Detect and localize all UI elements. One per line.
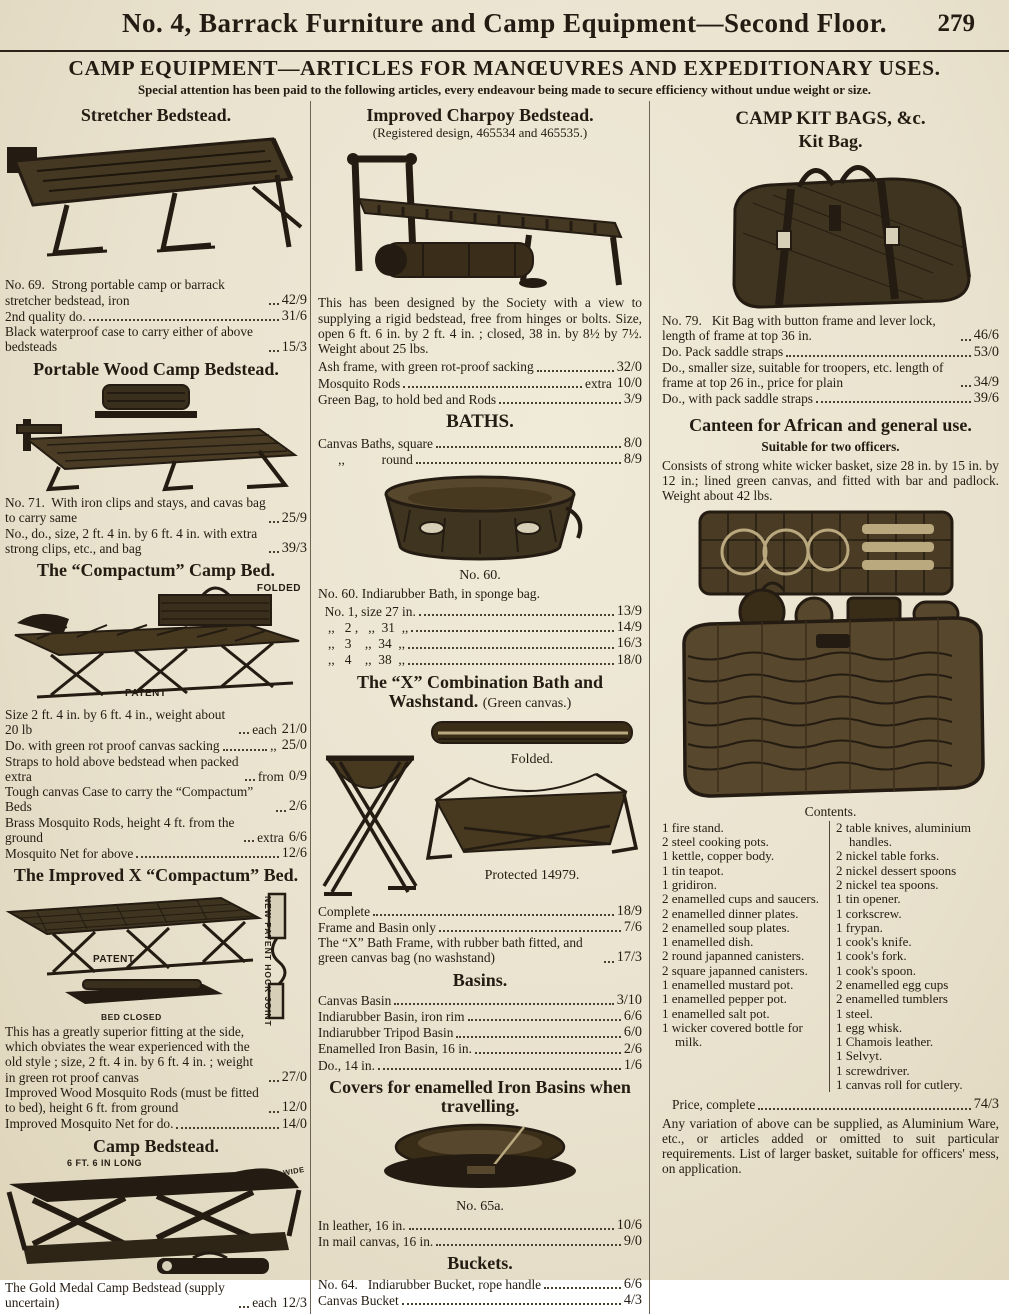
dotted-leader xyxy=(378,1068,621,1070)
item-price: 27/0 xyxy=(281,1068,307,1085)
price-row xyxy=(318,435,642,451)
figure-canteen-basket xyxy=(662,506,999,802)
item-price: 39/3 xyxy=(281,540,307,557)
fig-label-hock-joint: NEW PATENT HOCK JOINT xyxy=(263,895,273,1027)
price-list-x-combination xyxy=(318,903,642,966)
item-label: Do., smaller size, suitable for troopers, etc. length of frame at top 26 in., price for plain xyxy=(662,359,947,390)
contents-list xyxy=(662,821,999,1093)
list-item: 2 enamelled soup plates. xyxy=(662,919,790,935)
item-price: 8/9 xyxy=(623,450,642,467)
list-item: 1 tin opener. xyxy=(836,891,901,907)
price-row xyxy=(672,1096,999,1112)
price-row xyxy=(5,1024,307,1085)
kit-bag-illustration xyxy=(683,153,979,311)
section-title-canteen: Canteen for African and general use. xyxy=(689,415,972,436)
item-label: Price, complete xyxy=(672,1097,756,1113)
price-list-canvas-baths xyxy=(318,435,642,467)
item-price: 17/3 xyxy=(616,949,642,966)
page-columns xyxy=(0,101,1009,1314)
figure-camp-bedstead xyxy=(5,1158,307,1278)
list-item: 1 kettle, copper body. xyxy=(662,848,775,864)
item-label: The “X” Bath Frame, with rubber bath fitted, and green canvas bag (no washstand) xyxy=(318,935,587,966)
folded-bath-illustration xyxy=(428,716,636,750)
page-number: 279 xyxy=(937,10,975,37)
figure-portable-wood-bedstead xyxy=(5,381,307,493)
section-banner: CAMP EQUIPMENT—ARTICLES FOR MANŒUVRES AND EXPEDITIONARY USES. xyxy=(68,56,941,80)
item-label: Do., with pack saddle straps xyxy=(662,391,813,407)
item-label: Improved Wood Mosquito Rods (must be fitted to bed), height 6 ft. from ground xyxy=(5,1084,263,1116)
item-price: 6/0 xyxy=(623,1024,642,1041)
right-column xyxy=(650,101,1009,1314)
item-label: Canvas Basin xyxy=(318,992,392,1008)
price-row xyxy=(318,1008,642,1024)
dotted-leader xyxy=(136,856,278,858)
item-label: Enamelled Iron Basin, 16 in. xyxy=(318,1041,472,1057)
item-price: 74/3 xyxy=(973,1096,999,1113)
price-list-kit-bags xyxy=(662,313,999,407)
dotted-leader xyxy=(269,350,279,352)
fig-label-patent-2: PATENT xyxy=(93,953,135,965)
item-label: Brass Mosquito Rods, height 4 ft. from the ground xyxy=(5,814,238,845)
contents-column-left xyxy=(662,821,830,1093)
section-title-kit-bags: CAMP KIT BAGS, &c. xyxy=(735,108,926,129)
item-label: No. 71. With iron clips and stays, and cavas bag to carry same xyxy=(5,495,270,526)
item-label: Ash frame, with green rot-proof sacking xyxy=(318,359,534,375)
item-label: Do., 14 in. xyxy=(318,1057,375,1073)
price-row xyxy=(5,277,307,308)
item-label: Green Bag, to hold bed and Rods xyxy=(318,391,497,407)
dotted-leader xyxy=(176,1127,278,1129)
price-row xyxy=(662,313,999,344)
figure-charpoy-bedstead xyxy=(318,143,642,293)
item-price: 7/6 xyxy=(623,918,642,935)
dotted-leader xyxy=(373,914,614,916)
item-label: Straps to hold above bedstead when packed extra xyxy=(5,753,242,784)
dotted-leader xyxy=(436,1244,621,1246)
item-suffix: each xyxy=(252,722,277,738)
list-item: 1 fire stand. xyxy=(662,819,724,835)
price-row xyxy=(5,526,307,557)
price-list-buckets xyxy=(318,1276,642,1308)
section-title-stretcher-bedstead: Stretcher Bedstead. xyxy=(80,105,232,125)
price-row xyxy=(5,308,307,324)
section-title-improved-x: The Improved X “Compactum” Bed. xyxy=(13,865,299,886)
price-row xyxy=(318,1233,642,1249)
dotted-leader xyxy=(239,732,249,734)
dotted-leader xyxy=(816,401,971,403)
price-row xyxy=(318,635,642,651)
price-row xyxy=(5,707,307,738)
section-title-camp-bedstead: Camp Bedstead. xyxy=(92,1135,219,1156)
figure-x-combination xyxy=(318,714,642,902)
price-row xyxy=(5,1085,307,1116)
list-item: 2 enamelled cups and saucers. xyxy=(662,891,820,907)
list-item: 1 cook's knife. xyxy=(836,934,912,950)
price-list-stretcher xyxy=(5,277,307,354)
canteen-basket-illustration xyxy=(666,506,996,802)
list-item: 1 gridiron. xyxy=(662,876,717,892)
dotted-leader xyxy=(961,339,971,341)
bath-caption: No. 60. xyxy=(459,568,501,584)
item-price: 3/9 xyxy=(623,390,642,407)
price-row xyxy=(5,324,307,355)
fig-label-folded: FOLDED xyxy=(256,582,301,594)
x-combination-subtitle: (Green canvas.) xyxy=(482,696,572,712)
section-title-x-combination xyxy=(318,673,642,712)
stretcher-bedstead-illustration xyxy=(7,127,305,275)
figure-compactum-bed xyxy=(5,583,307,705)
list-item: 1 steel. xyxy=(836,1005,873,1021)
canteen-subtitle: Suitable for two officers. xyxy=(761,438,900,454)
item-label: Mosquito Net for above xyxy=(5,846,134,862)
item-label: ,, round xyxy=(318,451,413,467)
price-row xyxy=(318,1217,642,1233)
price-list-improved-x xyxy=(5,1024,307,1132)
dotted-leader xyxy=(409,1228,614,1230)
list-item: 1 wicker covered bottle for milk. xyxy=(662,1019,803,1050)
item-price: 12/3 xyxy=(281,1294,307,1311)
dotted-leader xyxy=(269,303,279,305)
item-label: No. 1, size 27 in. xyxy=(318,603,416,619)
section-title-compactum: The “Compactum” Camp Bed. xyxy=(36,560,275,581)
canteen-description: Consists of strong white wicker basket, size 28 in. by 15 in. by 12 in.; lined green canvas, and fitted with bar and padlock. Weight about 42 lbs. xyxy=(662,457,999,504)
portable-wood-bedstead-illustration xyxy=(7,381,305,493)
item-price: 10/0 xyxy=(616,374,642,391)
washstand-illustration xyxy=(318,716,422,900)
item-label: No. 69. Strong portable camp or barrack stretcher bedstead, iron xyxy=(5,277,229,308)
dotted-leader xyxy=(239,1306,249,1308)
price-row xyxy=(5,1116,307,1132)
contents-title: Contents. xyxy=(804,803,857,819)
dotted-leader xyxy=(416,462,621,464)
section-title-covers: Covers for enamelled Iron Basins when travelling. xyxy=(329,1076,631,1117)
price-row xyxy=(318,375,642,391)
dotted-leader xyxy=(439,930,621,932)
fig-label-length: 6 FT. 6 IN LONG xyxy=(67,1158,143,1169)
price-row xyxy=(5,1280,307,1311)
x-combination-title-text: The “X” Combination Bath and Washstand. xyxy=(356,671,604,712)
list-item: 2 steel cooking pots. xyxy=(662,834,769,850)
item-label: ,, 4 ,, 38 ,, xyxy=(318,652,406,668)
charpoy-description: This has been designed by the Society with a view to supplying a rigid bedstead, free from hinges or bolts. Size, open 6 ft. 6 in. by 2 ft. 4 in. ; closed, 38 in. by 8½ by 7½. Weight about 25 lbs. xyxy=(318,295,642,357)
item-label: Indiarubber Tripod Basin xyxy=(318,1025,454,1041)
price-row xyxy=(662,344,999,360)
middle-column xyxy=(310,101,650,1314)
price-row xyxy=(318,451,642,467)
item-label: The Gold Medal Camp Bedstead (supply uncertain) xyxy=(5,1280,229,1311)
item-label: ,, 3 ,, 34 ,, xyxy=(318,636,406,652)
dotted-leader xyxy=(537,370,614,372)
dotted-leader xyxy=(456,1036,620,1038)
item-price: 8/0 xyxy=(623,434,642,451)
figure-indiarubber-bath xyxy=(318,470,642,566)
price-list-camp-bedstead xyxy=(5,1280,307,1311)
item-label: Improved Mosquito Net for do. xyxy=(5,1116,174,1132)
price-row xyxy=(318,1041,642,1057)
price-row xyxy=(318,391,642,407)
item-price: 10/6 xyxy=(616,1216,642,1233)
item-price: 2/6 xyxy=(288,798,307,815)
item-label: Size 2 ft. 4 in. by 6 ft. 4 in., weight about 20 lb xyxy=(5,706,229,738)
list-item: 1 screwdriver. xyxy=(836,1062,910,1078)
price-row xyxy=(318,1276,642,1292)
item-suffix: each xyxy=(252,1295,277,1311)
bath-intro: No. 60. Indiarubber Bath, in sponge bag. xyxy=(318,586,540,602)
dotted-leader xyxy=(758,1108,970,1110)
dotted-leader xyxy=(276,810,286,812)
dotted-leader xyxy=(402,1303,621,1305)
dotted-leader xyxy=(419,614,614,616)
list-item: 1 Chamois leather. xyxy=(836,1034,934,1050)
item-price: 13/9 xyxy=(616,603,642,620)
item-price: 14/0 xyxy=(281,1115,307,1132)
dotted-leader xyxy=(468,1019,621,1021)
price-complete-row xyxy=(662,1096,999,1112)
price-row xyxy=(318,935,642,966)
item-label: ,, 2 , ,, 31 ,, xyxy=(318,620,409,636)
item-suffix: from xyxy=(257,768,284,784)
figure-x-bath xyxy=(422,770,642,866)
price-row xyxy=(5,495,307,526)
price-list-bath-sizes xyxy=(318,603,642,668)
figure-washstand xyxy=(318,716,422,900)
figure-stretcher-bedstead xyxy=(5,127,307,275)
list-item: 2 nickel tea spoons. xyxy=(836,876,939,892)
item-label: Mosquito Rods xyxy=(318,375,401,391)
list-item: 1 cook's spoon. xyxy=(836,962,916,978)
price-row xyxy=(318,992,642,1008)
item-price: 2/6 xyxy=(623,1040,642,1057)
item-label: In leather, 16 in. xyxy=(318,1217,406,1233)
section-title-baths: BATHS. xyxy=(446,411,514,433)
list-item: 2 table knives, aluminium handles. xyxy=(836,819,972,850)
compactum-bed-illustration xyxy=(7,583,305,705)
list-item: 1 tin teapot. xyxy=(662,862,724,878)
item-label: No. 79. Kit Bag with button frame and lever lock, length of frame at top 36 in. xyxy=(662,312,940,344)
fig-label-bed-closed: BED CLOSED xyxy=(101,1011,162,1022)
dotted-leader xyxy=(475,1052,621,1054)
figure-kit-bag xyxy=(662,153,999,311)
list-item: 1 frypan. xyxy=(836,919,883,935)
dotted-leader xyxy=(544,1287,621,1289)
dotted-leader xyxy=(499,402,621,404)
item-label: Frame and Basin only xyxy=(318,919,436,935)
item-price: 3/10 xyxy=(616,992,642,1009)
page-header xyxy=(0,0,1009,48)
item-price: 0/9 xyxy=(288,767,307,784)
charpoy-bedstead-illustration xyxy=(319,143,641,293)
protected-caption: Protected 14979. xyxy=(484,867,580,883)
price-list-basins xyxy=(318,992,642,1073)
price-row xyxy=(318,359,642,375)
figure-basin-cover xyxy=(318,1119,642,1197)
item-price: 18/0 xyxy=(616,651,642,668)
item-price: 21/0 xyxy=(281,721,307,738)
fig-label-width: 2 FT 4 IN WIDE xyxy=(244,1164,306,1185)
price-row xyxy=(5,737,307,753)
price-row xyxy=(318,903,642,919)
kit-bag-subtitle: Kit Bag. xyxy=(798,130,863,151)
price-list-covers xyxy=(318,1217,642,1249)
item-price: 42/9 xyxy=(281,291,307,308)
price-row xyxy=(318,1057,642,1073)
dotted-leader xyxy=(245,779,255,781)
item-label: No., do., size, 2 ft. 4 in. by 6 ft. 4 in. with extra strong clips, etc., and bag xyxy=(5,525,261,557)
price-row xyxy=(662,360,999,391)
item-price: 9/0 xyxy=(623,1233,642,1250)
item-price: 39/6 xyxy=(973,390,999,407)
dotted-leader xyxy=(269,1080,279,1082)
price-row xyxy=(662,390,999,406)
item-price: 16/3 xyxy=(616,635,642,652)
item-price: 6/6 xyxy=(623,1008,642,1025)
item-price: 6/6 xyxy=(288,829,307,845)
list-item: 1 enamelled dish. xyxy=(662,934,754,950)
list-item: 1 enamelled pepper pot. xyxy=(662,991,787,1007)
price-list-compactum xyxy=(5,707,307,862)
list-item: 1 egg whisk. xyxy=(836,1019,903,1035)
dotted-leader xyxy=(786,355,971,357)
item-label: Tough canvas Case to carry the “Compactum” Beds xyxy=(5,784,257,815)
section-title-buckets: Buckets. xyxy=(447,1253,513,1274)
item-price: 4/3 xyxy=(623,1291,642,1308)
dotted-leader xyxy=(244,840,254,842)
item-price: 18/9 xyxy=(616,902,642,919)
item-label: 2nd quality do. xyxy=(5,308,86,324)
folded-caption: Folded. xyxy=(510,751,554,767)
item-price: 53/0 xyxy=(973,343,999,360)
list-item: 2 enamelled egg cups xyxy=(836,977,949,992)
item-price: 46/6 xyxy=(973,327,999,344)
item-label: This has a greatly superior fitting at the side, which obviates the wear experienced with the old style ; size, 2 ft. 4 in. by 6 ft. 4 in. ; weight in green rot proof canvas xyxy=(5,1023,260,1085)
list-item: 2 round japanned canisters. xyxy=(662,948,805,964)
price-row xyxy=(318,652,642,668)
list-item: 2 nickel dessert spoons xyxy=(836,862,957,878)
dotted-leader xyxy=(269,1111,279,1113)
dotted-leader xyxy=(436,446,621,448)
item-label: Canvas Bucket xyxy=(318,1292,399,1308)
dotted-leader xyxy=(961,385,971,387)
item-price: 1/6 xyxy=(623,1056,642,1073)
dotted-leader xyxy=(408,663,614,665)
item-suffix: extra xyxy=(257,829,284,845)
dotted-leader xyxy=(89,319,279,321)
item-price: 32/0 xyxy=(616,358,642,375)
list-item: 2 enamelled tumblers xyxy=(836,991,948,1007)
price-row xyxy=(5,784,307,815)
item-price: 12/6 xyxy=(281,845,307,862)
price-row xyxy=(318,1292,642,1308)
list-item: 1 enamelled mustard pot. xyxy=(662,977,794,992)
item-price: 25/9 xyxy=(281,509,307,526)
dotted-leader xyxy=(269,551,279,553)
list-item: 2 square japanned canisters. xyxy=(662,962,808,978)
variation-note: Any variation of above can be supplied, as Aluminium Ware, etc., or articles added or omitted to suit particular requirements. List of larger basket, suitable for officers' mess, on application. xyxy=(662,1115,999,1177)
section-title-basins: Basins. xyxy=(452,969,508,990)
price-row xyxy=(318,1024,642,1040)
list-item: 1 Selvyt. xyxy=(836,1048,883,1064)
price-row xyxy=(5,815,307,846)
item-price: 14/9 xyxy=(616,619,642,636)
section-title-charpoy: Improved Charpoy Bedstead. xyxy=(366,105,594,125)
price-row xyxy=(5,845,307,861)
indiarubber-bath-illustration xyxy=(370,470,590,566)
dotted-leader xyxy=(408,647,614,649)
x-bath-illustration xyxy=(424,770,640,866)
charpoy-subtitle: (Registered design, 465534 and 465535.) xyxy=(372,125,588,141)
item-label: In mail canvas, 16 in. xyxy=(318,1233,434,1249)
item-label: Canvas Baths, square xyxy=(318,435,433,451)
left-column xyxy=(0,101,310,1314)
price-row xyxy=(5,754,307,785)
price-list-charpoy xyxy=(318,359,642,408)
item-price: 34/9 xyxy=(973,374,999,391)
list-item: 2 enamelled dinner plates. xyxy=(662,905,799,921)
section-title-portable-wood: Portable Wood Camp Bedstead. xyxy=(33,358,279,379)
dotted-leader xyxy=(604,961,614,963)
item-label: Complete xyxy=(318,903,371,919)
price-row xyxy=(318,619,642,635)
dotted-leader xyxy=(411,630,613,632)
improved-x-bed-illustration xyxy=(7,888,305,1022)
item-label: Do. Pack saddle straps xyxy=(662,344,784,360)
dotted-leader xyxy=(394,1003,613,1005)
price-list-portable-wood xyxy=(5,495,307,556)
list-item: 1 enamelled salt pot. xyxy=(662,1005,770,1021)
item-price: 15/3 xyxy=(281,338,307,355)
dotted-leader xyxy=(403,386,582,388)
fig-label-patent: PATENT xyxy=(125,687,167,699)
page-title: No. 4, Barrack Furniture and Camp Equipment—Second Floor. xyxy=(121,8,888,38)
list-item: 1 cook's fork. xyxy=(836,948,907,964)
item-label: Do. with green rot proof canvas sacking xyxy=(5,738,220,754)
item-label: Indiarubber Basin, iron rim xyxy=(318,1009,465,1025)
dotted-leader xyxy=(269,521,279,523)
price-row xyxy=(318,919,642,935)
intro-note: Special attention has been paid to the following articles, every endeavour being made to secure efficiency without undue weight or size. xyxy=(138,83,871,97)
basin-cover-illustration xyxy=(374,1119,586,1197)
list-item: 2 nickel table forks. xyxy=(836,848,940,864)
figure-folded-bath xyxy=(422,716,642,750)
cover-caption: No. 65a. xyxy=(456,1198,504,1214)
item-label: Black waterproof case to carry either of above bedsteads xyxy=(5,324,257,355)
figure-improved-x-bed xyxy=(5,888,307,1027)
figure-bath-stack xyxy=(422,714,642,886)
item-label: No. 64. Indiarubber Bucket, rope handle xyxy=(318,1276,542,1292)
item-price: 31/6 xyxy=(281,308,307,324)
list-item: 1 canvas roll for cutlery. xyxy=(836,1077,963,1093)
item-price: 25/0 xyxy=(281,737,307,754)
item-price: 12/0 xyxy=(281,1099,307,1116)
contents-column-right xyxy=(830,821,999,1093)
item-price: 6/6 xyxy=(623,1275,642,1292)
item-suffix: extra xyxy=(585,375,612,391)
item-suffix: ,, xyxy=(270,738,277,754)
dotted-leader xyxy=(223,749,268,751)
list-item: 1 corkscrew. xyxy=(836,905,902,921)
price-row xyxy=(318,603,642,619)
